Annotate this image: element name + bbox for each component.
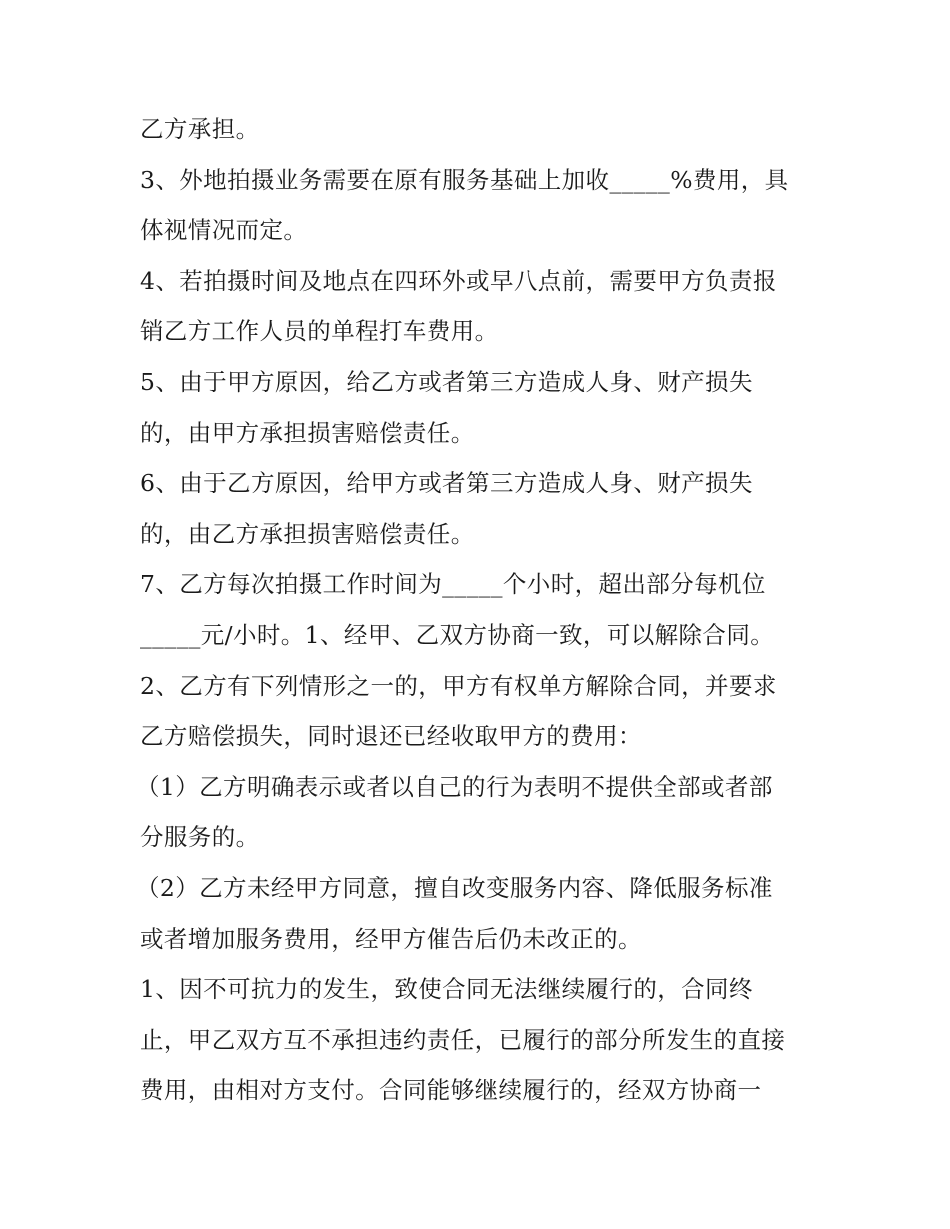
text-line: 止，甲乙双方互不承担违约责任，已履行的部分所发生的直接 bbox=[140, 1025, 786, 1054]
text-line: 体视情况而定。 bbox=[140, 216, 308, 245]
text-line: 销乙方工作人员的单程打车费用。 bbox=[140, 317, 499, 346]
text-line: 1、因不可抗力的发生，致使合同无法继续履行的，合同终 bbox=[140, 975, 753, 1004]
text-line: 7、乙方每次拍摄工作时间为_____个小时，超出部分每机位 bbox=[140, 570, 766, 599]
text-line: 的，由乙方承担损害赔偿责任。 bbox=[140, 519, 475, 548]
text-line: （2）乙方未经甲方同意，擅自改变服务内容、降低服务标准 bbox=[136, 873, 773, 902]
text-line: 费用，由相对方支付。合同能够继续履行的，经双方协商一 bbox=[140, 1076, 762, 1105]
text-line: 2、乙方有下列情形之一的，甲方有权单方解除合同，并要求 bbox=[140, 671, 777, 700]
text-line: 3、外地拍摄业务需要在原有服务基础上加收_____%费用，具 bbox=[140, 165, 789, 194]
text-line: 的，由甲方承担损害赔偿责任。 bbox=[140, 418, 475, 447]
text-line: _____元/小时。1、经甲、乙双方协商一致，可以解除合同。 bbox=[140, 620, 775, 649]
text-line: 6、由于乙方原因，给甲方或者第三方造成人身、财产损失 bbox=[140, 469, 753, 498]
document-body bbox=[136, 109, 830, 1121]
text-line: 5、由于甲方原因，给乙方或者第三方造成人身、财产损失 bbox=[140, 367, 753, 396]
text-line: 或者增加服务费用，经甲方催告后仍未改正的。 bbox=[140, 924, 642, 953]
text-line: 乙方赔偿损失，同时退还已经收取甲方的费用： bbox=[140, 722, 642, 751]
text-line: 4、若拍摄时间及地点在四环外或早八点前，需要甲方负责报 bbox=[140, 266, 777, 295]
text-line: （1）乙方明确表示或者以自己的行为表明不提供全部或者部 bbox=[136, 772, 773, 801]
text-line: 分服务的。 bbox=[140, 823, 260, 852]
text-line: 乙方承担。 bbox=[140, 115, 260, 143]
